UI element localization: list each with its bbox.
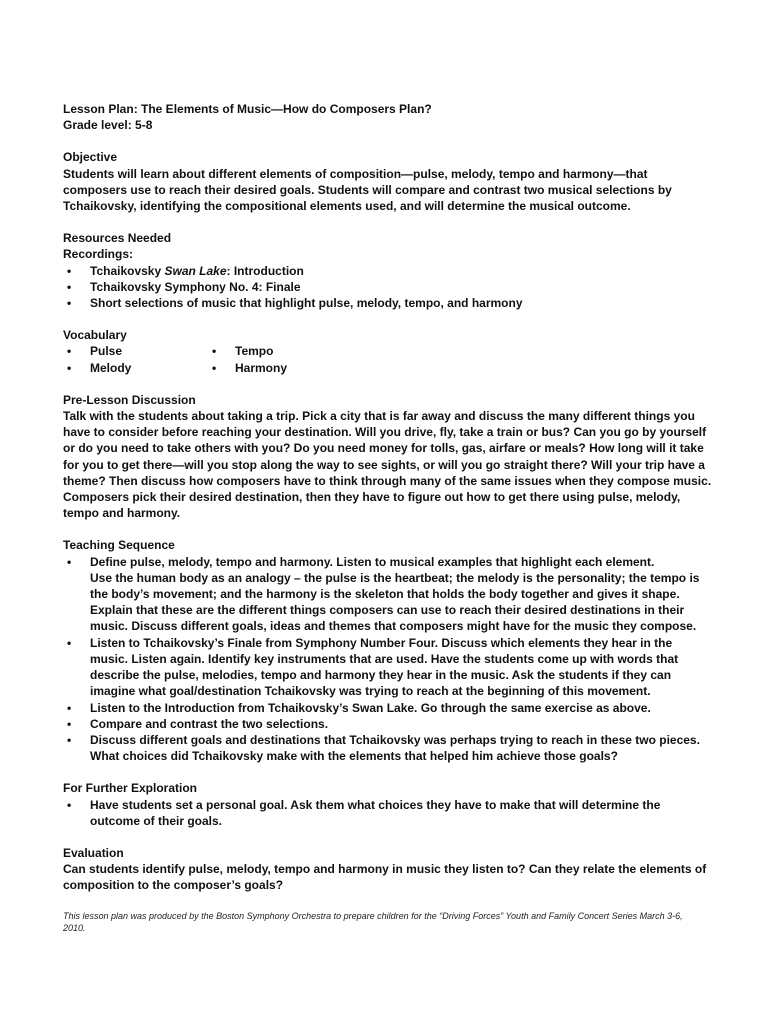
footnote: This lesson plan was produced by the Boston Symphony Orchestra to prepare children for the “Driving Forces” Youth and Family Concert Series March 3-6, 2010. (63, 910, 683, 933)
resources-section (63, 230, 713, 311)
resources-heading: Resources Needed (63, 231, 172, 246)
vocabulary-column-1 (63, 343, 208, 375)
grade-level: Grade level: 5-8 (63, 118, 153, 133)
list-item: • Discuss different goals and destinations that Tchaikovsky was perhaps trying to reach in these two pieces. What choices did Tchaikovsky make with the elements that helped him achieve those goals? (63, 732, 713, 764)
vocab-item: • Pulse (63, 343, 208, 359)
vocabulary-heading: Vocabulary (63, 328, 127, 343)
list-item: • Tchaikovsky Swan Lake: Introduction (63, 263, 713, 279)
teaching-list (63, 554, 713, 765)
evaluation-heading: Evaluation (63, 845, 124, 860)
vocabulary-section (63, 327, 713, 376)
list-item: • Tchaikovsky Symphony No. 4: Finale (63, 279, 713, 295)
teaching-section (63, 537, 713, 764)
list-item: • Define pulse, melody, tempo and harmony. Listen to musical examples that highlight each element. Use the human body as an analogy – the pulse is the heartbeat; the melody is the personality; the tempo is the body’s movement; and the harmony is the skeleton that holds the body together and gives it shape. Explain that these are the different things composers can use to reach their desired destinations in their music. Discuss different goals, ideas and themes that composers might have for the music they compose. (63, 554, 713, 635)
vocabulary-column-2 (208, 343, 353, 375)
prelesson-section (63, 392, 713, 522)
vocabulary-columns (63, 343, 713, 375)
objective-section (63, 149, 713, 214)
vocab-item: • Melody (63, 360, 208, 376)
further-list (63, 797, 713, 829)
vocab-item: • Harmony (208, 360, 353, 376)
evaluation-text: Can students identify pulse, melody, tempo and harmony in music they listen to? Can they relate the elements of composition to the composer’s goals? (63, 862, 707, 893)
objective-heading: Objective (63, 150, 118, 165)
resources-list (63, 263, 713, 312)
further-heading: For Further Exploration (63, 781, 198, 796)
list-item: • Short selections of music that highlight pulse, melody, tempo, and harmony (63, 295, 713, 311)
objective-text: Students will learn about different elements of composition—pulse, melody, tempo and harmony—that composers use to reach their desired goals. Students will compare and contrast two musical selections by Tchaikovsky, identifying the compositional elements used, and will determine the musical outcome. (63, 166, 672, 214)
list-item: • Listen to the Introduction from Tchaikovsky’s Swan Lake. Go through the same exercise as above. (63, 700, 713, 716)
teaching-heading: Teaching Sequence (63, 538, 175, 553)
document-title: Lesson Plan: The Elements of Music—How do Composers Plan? (63, 102, 432, 116)
list-item: • Listen to Tchaikovsky’s Finale from Symphony Number Four. Discuss which elements they hear in the music. Listen again. Identify key instruments that are used. Have the students come up with words that describe the pulse, melodies, tempo and harmony they hear in the music. Ask the students if they can imagine what goal/destination Tchaikovsky was trying to reach at the beginning of this movement. (63, 635, 713, 700)
list-item: • Have students set a personal goal. Ask them what choices they have to make that will determine the outcome of their goals. (63, 797, 713, 829)
list-item: • Compare and contrast the two selections. (63, 716, 713, 732)
recordings-label: Recordings: (63, 247, 134, 262)
lesson-plan-page (63, 101, 713, 934)
prelesson-text: Talk with the students about taking a trip. Pick a city that is far away and discuss the many different things you have to consider before reaching your destination. Will you drive, fly, take a train or bus? Can you go by yourself or do you need to take others with you? Do you need money for tolls, gas, airfare or meals? How long will it take for you to get there—will you stop along the way to see sights, or will you go straight there? Will your trip have a theme? Then discuss how composers have to think through many of the same issues when they compose music. Composers pick their desired destination, then they have to figure out how to get there using pulse, melody, tempo and harmony. (63, 409, 712, 521)
prelesson-heading: Pre-Lesson Discussion (63, 392, 196, 407)
vocab-item: • Tempo (208, 343, 353, 359)
evaluation-section (63, 845, 713, 894)
further-section (63, 780, 713, 829)
